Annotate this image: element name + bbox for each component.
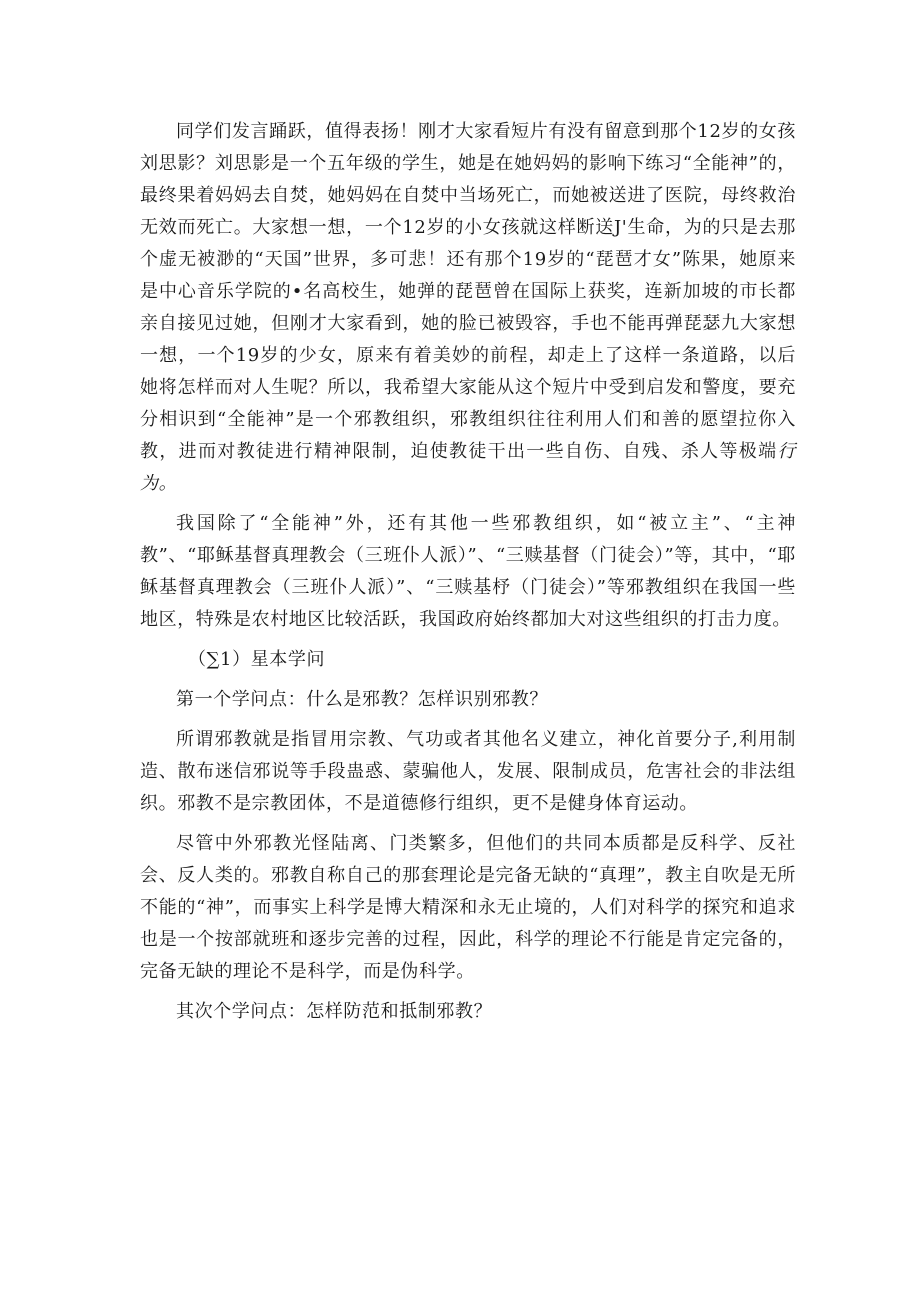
paragraph-essence: 尽管中外邪教光怪陆离、门类繁多，但他们的共同本质都是反科学、反社会、反人类的。邪教自称自己的那套理论是完备无缺的“真理”，教主自吹是无所不能的“神”，而事实上科学是博大精深和永无止境的，人们对科学的探究和追求也是一个按部就班和逐步完善的过程，因此，科学的理论不行能是肯定完备的，完备无缺的理论不是科学，而是伪科学。 xyxy=(140,833,796,982)
paragraph-definition: 所谓邪教就是指冒用宗教、气功或者其他名义建立，神化首要分子,利用制造、散布迷信邪说等手段蛊惑、蒙骗他人，发展、限制成员，危害社会的非法组织。邪教不是宗教团体，不是道德修行组织，更不是健身体育运动。 xyxy=(140,729,796,814)
knowledge-point-2-title: 其次个学问点：怎样防范和抵制邪教？ xyxy=(176,1001,493,1022)
knowledge-point-1-title: 第一个学问点：什么是邪教？怎样识别邪教？ xyxy=(176,689,548,710)
paragraph-text: 同学们发言踊跃，值得表扬！刚才大家看短片有没有留意到那个12岁的女孩刘思影？刘思影是一个五年级的学生，她是在她妈妈的影响下练习“全能神”的，最终果着妈妈去自焚，她妈妈在自焚中当场死亡，而她被送进了医院，母终救治无效而死亡。大家想一想，一个12岁的小女孩就这样断送J'生命，为的只是去那个虚无被渺的“天国”世界，多可悲！还有那个19岁的“琵琶才女”陈果，她原来是中心音乐学院的•名高校生，她弹的琵琶曾在国际上获奖，连新加坡的市长都亲自接见过她，但刚才大家看到，她的脸已被毁容，手也不能再弹琵瑟九大家想一想，一个19岁的少女，原来有着美妙的前程，却走上了这样一条道路，以后她将怎样而对人生呢？所以，我希望大家能从这个短片中受到启发和警度，要充分相识到“全能神”是一个邪教组织，邪教组织往往利用人们和善的愿望拉你入教，进而对教徒进行精神限制，迫使教徒干出一些自伤、自残、杀人等极端 xyxy=(140,121,796,462)
paragraph-case-study xyxy=(140,116,796,500)
document-body xyxy=(140,116,796,1036)
section-heading: （∑1）星本学问 xyxy=(188,649,326,670)
paragraph-other-cults: 我国除了“全能神”外，还有其他一些邪教组织，如“被立主”、“主神教”、“耶稣基督真理教会（三班仆人派）”、“三赎基督（门徒会）”等，其中，“耶稣基督真理教会（三班仆人派）”、“三赎基杼（门徒会）”等邪教组织在我国一些地区，特殊是农村地区比较活跃，我国政府始终都加大对这些组织的打击力度。 xyxy=(140,513,796,630)
paragraph-text-tail: 行为。 xyxy=(140,441,796,494)
